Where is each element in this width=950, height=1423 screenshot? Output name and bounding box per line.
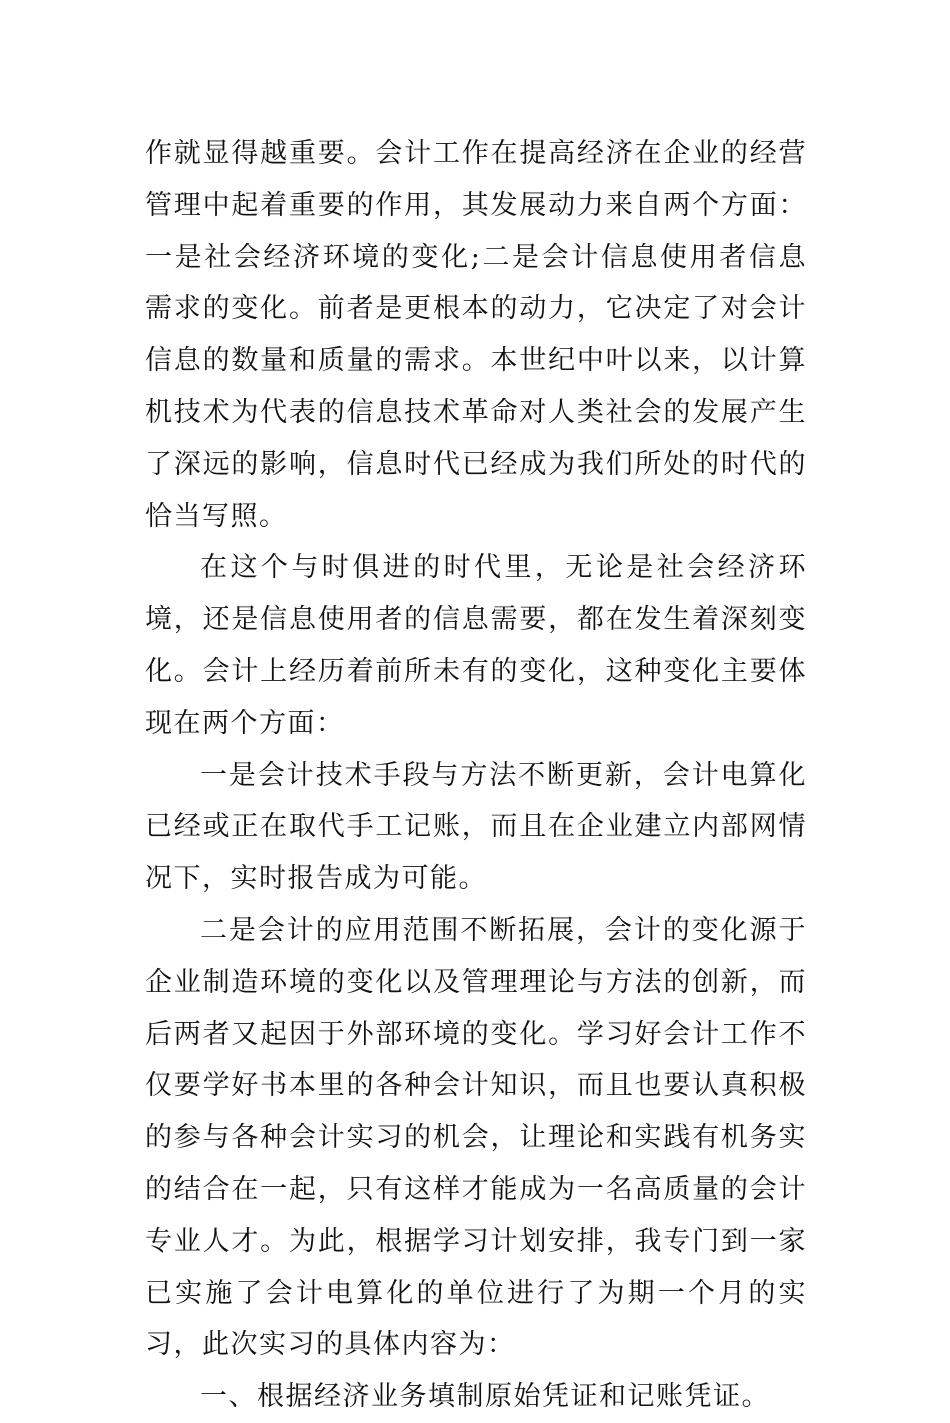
paragraph-5: 一、根据经济业务填制原始凭证和记账凭证。	[200, 1381, 770, 1413]
paragraph-4: 二是会计的应用范围不断拓展，会计的变化源于企业制造环境的变化以及管理理论与方法的创新，而后两者又起因于外部环境的变化。学习好会计工作不仅要学好书本里的各种会计知识，而且也要认真积极的参与各种会计实习的机会，让理论和实践有机务实的结合在一起，只有这样才能成为一名高质量的会计专业人才。为此，根据学习计划安排，我专门到一家已实施了会计电算化的单位进行了为期一个月的实习，此次实习的具体内容为：	[145, 914, 807, 1361]
paragraph-3: 一是会计技术手段与方法不断更新，会计电算化已经或正在取代手工记账，而且在企业建立内部网情况下，实时报告成为可能。	[145, 759, 807, 895]
paragraph-2: 在这个与时俱进的时代里，无论是社会经济环境，还是信息使用者的信息需要，都在发生着深刻变化。会计上经历着前所未有的变化，这种变化主要体现在两个方面：	[145, 552, 807, 739]
paragraph-1: 作就显得越重要。会计工作在提高经济在企业的经营管理中起着重要的作用，其发展动力来自两个方面：一是社会经济环境的变化;二是会计信息使用者信息需求的变化。前者是更根本的动力，它决定了对会计信息的数量和质量的需求。本世纪中叶以来，以计算机技术为代表的信息技术革命对人类社会的发展产生了深远的影响，信息时代已经成为我们所处的时代的恰当写照。	[145, 138, 807, 532]
document-page	[145, 128, 807, 1423]
